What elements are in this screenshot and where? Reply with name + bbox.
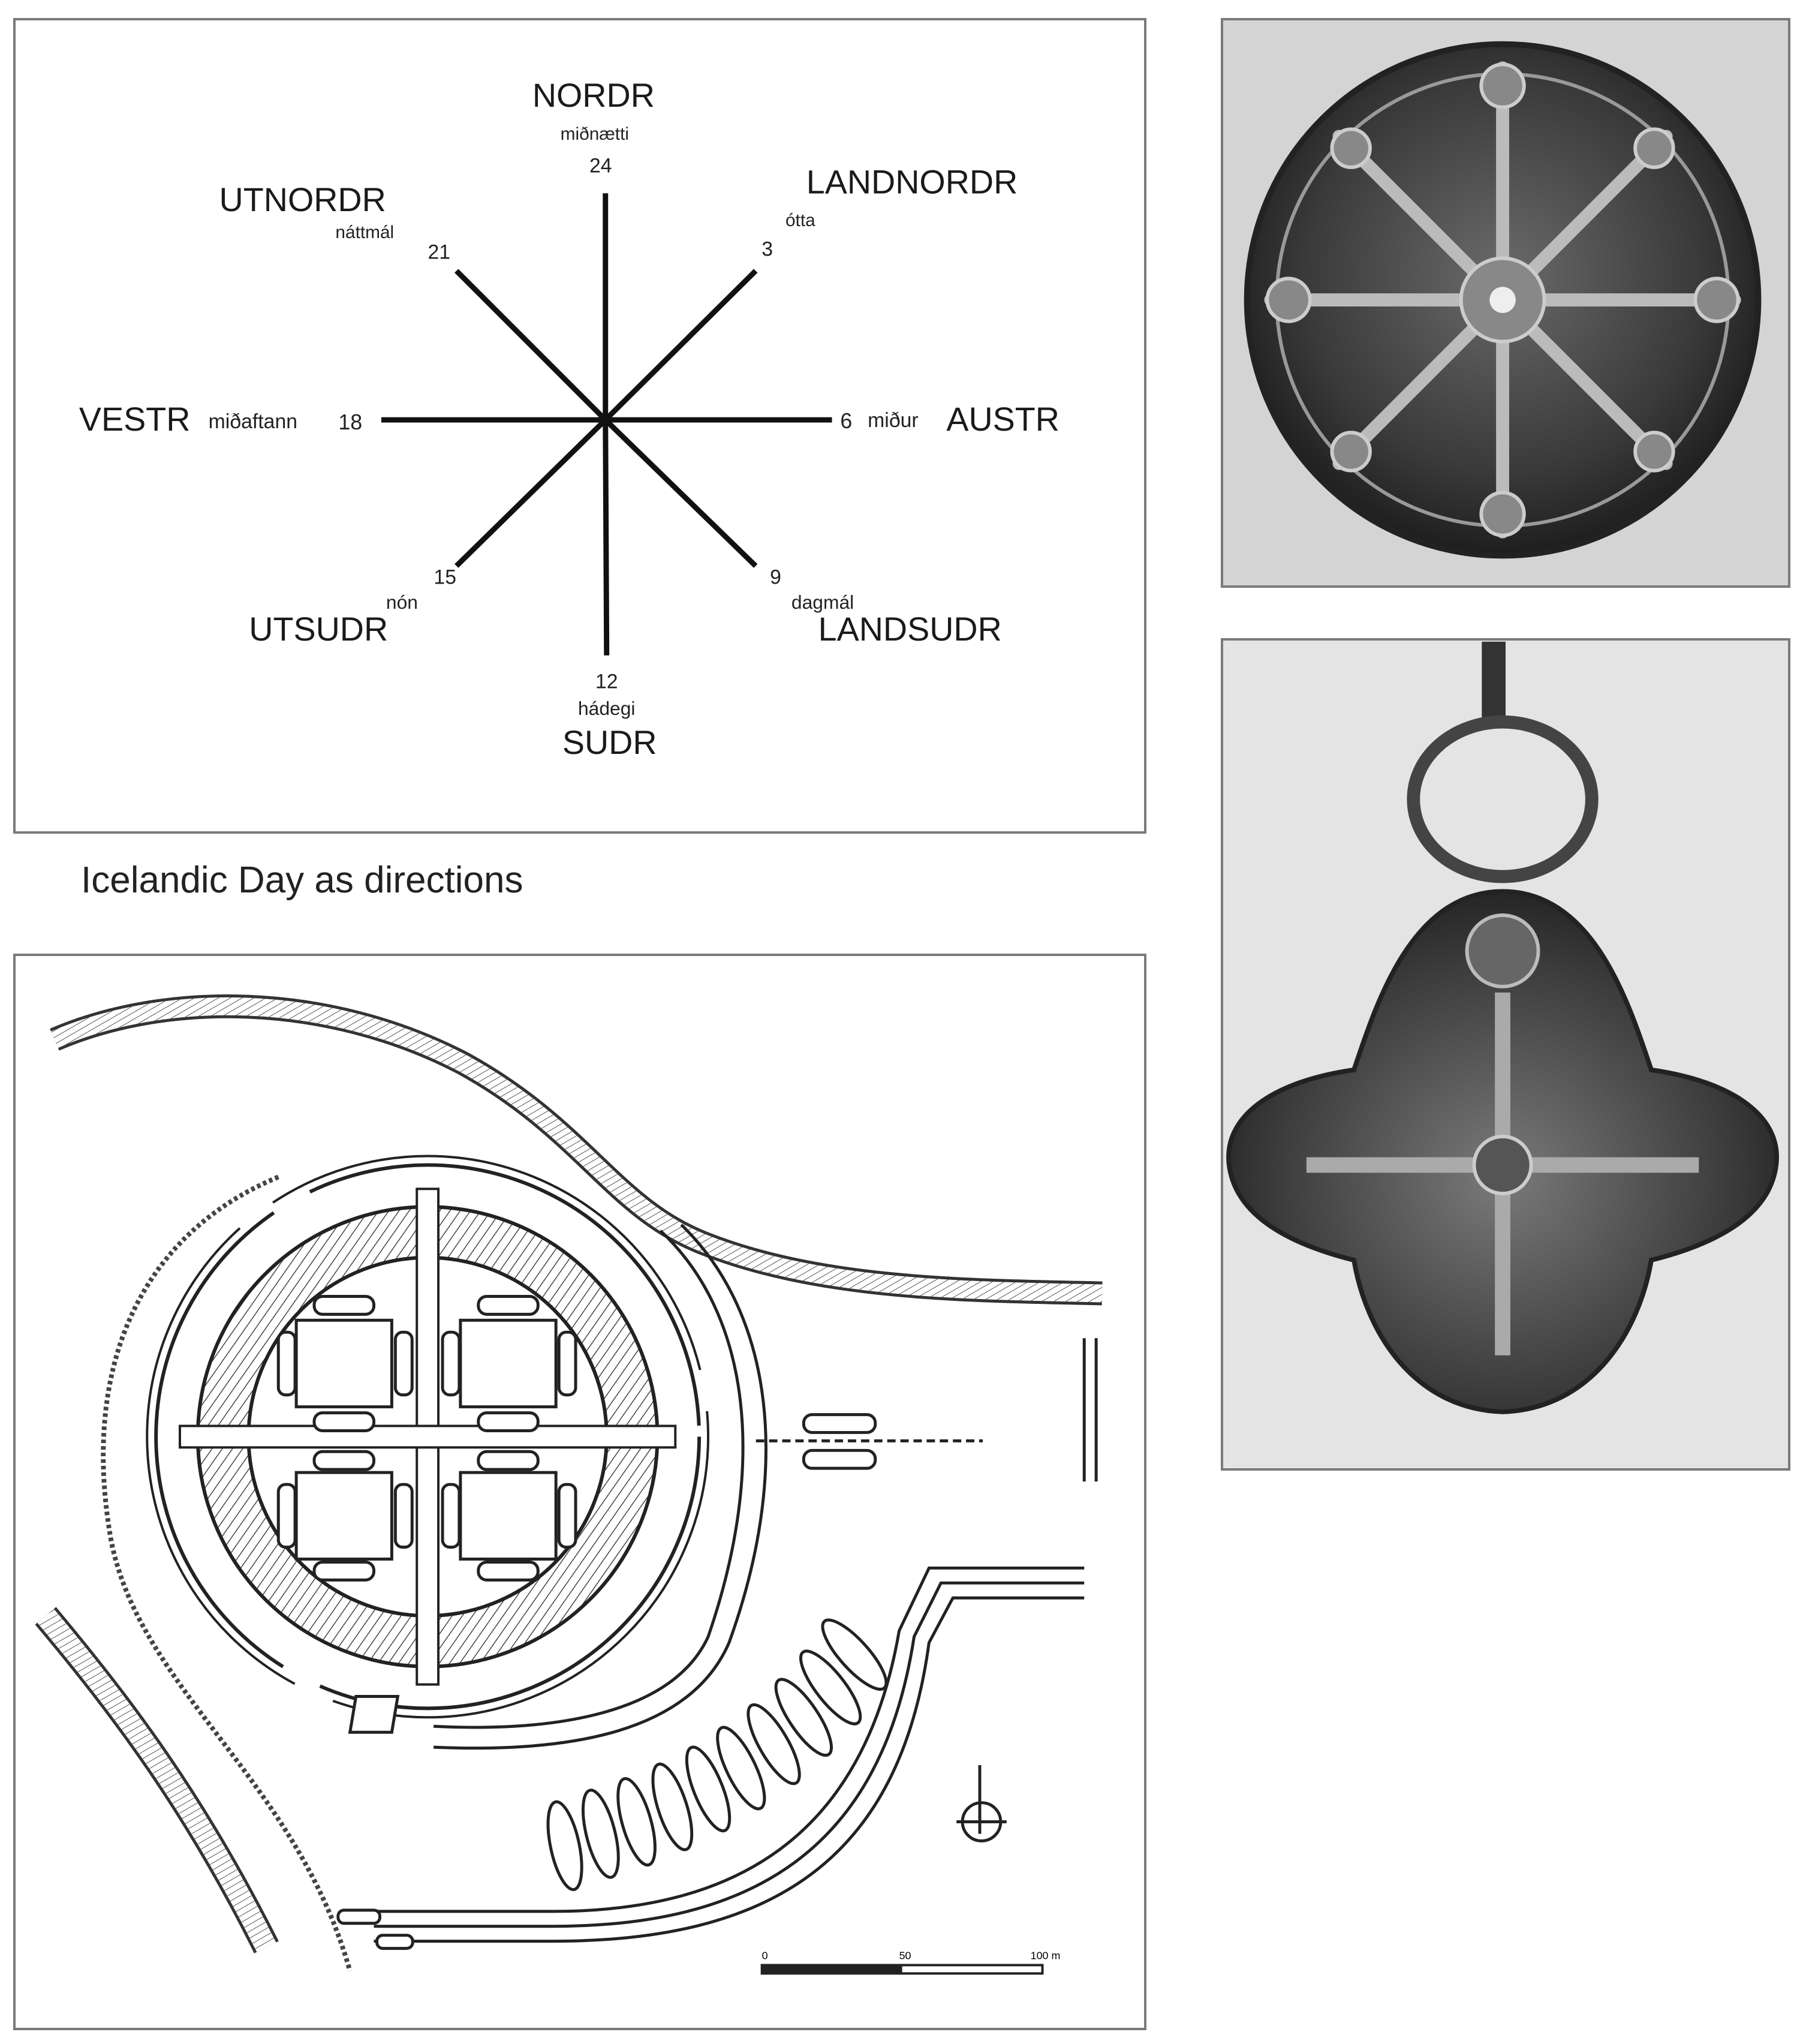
label-sudr: SUDR bbox=[562, 723, 657, 761]
hour-21: 21 bbox=[428, 241, 451, 264]
ray-southwest bbox=[456, 420, 606, 566]
east-houses bbox=[756, 1338, 1096, 1481]
plan-drawing bbox=[16, 956, 1144, 2028]
time-otta: ótta bbox=[785, 210, 815, 230]
label-landnordr: LANDNORDR bbox=[806, 163, 1018, 201]
north-arrow-icon bbox=[956, 1765, 1007, 1841]
time-dagmal: dagmál bbox=[791, 591, 854, 614]
time-midnaetti: miðnætti bbox=[560, 124, 630, 144]
diagram-caption: Icelandic Day as directions bbox=[81, 859, 523, 901]
scale-label-50: 50 bbox=[899, 1949, 911, 1962]
brooch-image bbox=[1223, 20, 1788, 585]
scale-bar bbox=[762, 1950, 1061, 1974]
cross-pendant-photo bbox=[1221, 638, 1790, 1471]
ring-fortress-plan bbox=[13, 954, 1146, 2030]
hour-15: 15 bbox=[434, 566, 457, 589]
ray-northeast bbox=[606, 271, 756, 420]
label-landsudr: LANDSUDR bbox=[818, 610, 1002, 648]
hour-6: 6 bbox=[840, 408, 853, 433]
pendant-ring bbox=[1413, 722, 1591, 877]
label-vestr: VESTR bbox=[79, 400, 191, 438]
label-austr: AUSTR bbox=[946, 400, 1060, 438]
pendant-image bbox=[1223, 641, 1788, 1468]
ray-south bbox=[606, 420, 607, 656]
time-midaftann: miðaftann bbox=[208, 410, 298, 433]
hour-9: 9 bbox=[770, 566, 781, 589]
hour-3: 3 bbox=[761, 238, 773, 261]
hour-12: 12 bbox=[595, 670, 618, 693]
ray-southeast bbox=[606, 420, 756, 566]
time-hadegi: hádegi bbox=[577, 698, 636, 720]
hour-24: 24 bbox=[589, 154, 612, 178]
cross-streets bbox=[180, 1189, 675, 1684]
time-nattmal: náttmál bbox=[335, 222, 395, 242]
scale-label-100: 100 m bbox=[1030, 1949, 1061, 1962]
compass-rose bbox=[16, 20, 1144, 831]
label-utsudr: UTSUDR bbox=[249, 610, 389, 648]
hour-18: 18 bbox=[338, 410, 363, 434]
compass-diagram bbox=[13, 18, 1146, 834]
viking-brooch-photo bbox=[1221, 18, 1790, 588]
time-midur: miður bbox=[868, 408, 919, 432]
label-utnordr: UTNORDR bbox=[219, 181, 386, 219]
scale-label-0: 0 bbox=[761, 1949, 768, 1962]
label-nordr: NORDR bbox=[532, 77, 655, 115]
time-non: nón bbox=[386, 591, 418, 614]
curved-longhouse-row bbox=[541, 1612, 895, 1892]
ray-northwest bbox=[456, 271, 606, 420]
